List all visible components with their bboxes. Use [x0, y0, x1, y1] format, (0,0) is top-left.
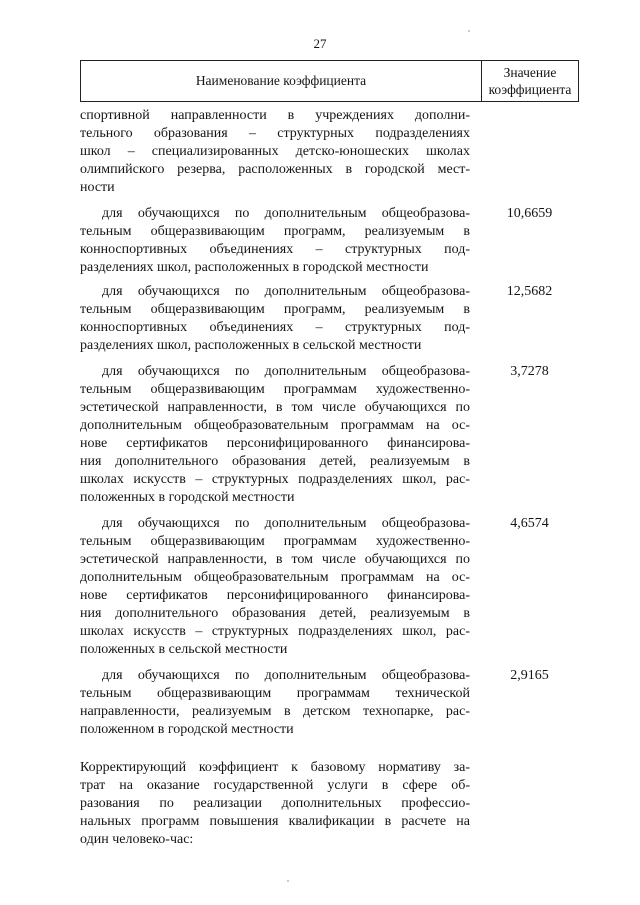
continuation-line: ности	[80, 180, 115, 195]
header-value-line-1: Значение	[503, 65, 557, 80]
row-text-line: тельным общеразвивающим программам художественно-	[80, 534, 470, 549]
closing-line: нальных программ повышения квалификации в расчете на	[80, 814, 470, 829]
scan-speck	[468, 30, 470, 32]
continuation-line: олимпийского резерва, расположенных в городской мест-	[80, 162, 470, 177]
row-text-line: школах искусств – структурных подразделениях школ, рас-	[80, 624, 470, 639]
row-text-line: нове сертификатов персонифицированного финансирова-	[80, 436, 470, 451]
header-value-column	[482, 61, 578, 101]
scan-speck	[287, 880, 289, 882]
row-text-line: эстетической направленности, в том числе обучающихся по	[80, 400, 470, 415]
row-text-line: тельным общеразвивающим программам технической	[80, 686, 470, 701]
row-text-line: конноспортивных объединениях – структурных под-	[80, 320, 470, 335]
coefficient-value: 3,7278	[510, 364, 549, 379]
coefficient-value: 2,9165	[510, 668, 549, 683]
coefficient-value: 4,6574	[510, 516, 549, 531]
row-text-line: разделениях школ, расположенных в городской местности	[80, 260, 429, 275]
page-number: 27	[313, 36, 327, 51]
row-text-line: ния дополнительного образования детей, реализуемым в	[80, 606, 470, 621]
closing-line: Корректирующий коэффициент к базовому нормативу за-	[80, 760, 470, 775]
closing-line: трат на оказание государственной услуги в сфере об-	[80, 778, 470, 793]
row-text-line: для обучающихся по дополнительным общеобразова-	[102, 516, 470, 531]
row-text-line: тельным общеразвивающим программ, реализуемым в	[80, 302, 470, 317]
row-text-line: конноспортивных объединениях – структурных под-	[80, 242, 470, 257]
row-text-line: нове сертификатов персонифицированного финансирова-	[80, 588, 470, 603]
row-text-line: для обучающихся по дополнительным общеобразова-	[102, 284, 470, 299]
row-text-line: школах искусств – структурных подразделениях школ, рас-	[80, 472, 470, 487]
header-value-line-2: коэффициента	[488, 82, 572, 97]
row-text-line: тельным общеразвивающим программам художественно-	[80, 382, 470, 397]
coefficient-value: 12,5682	[506, 284, 553, 299]
row-text-line: положенных в сельской местности	[80, 642, 288, 657]
table-header	[80, 60, 579, 102]
coefficient-value: 10,6659	[506, 206, 553, 221]
row-text-line: направленности, реализуемым в детском технопарке, рас-	[80, 704, 470, 719]
closing-line: разования по реализации дополнительных профессио-	[80, 796, 470, 811]
row-text-line: тельным общеразвивающим программ, реализуемым в	[80, 224, 470, 239]
closing-line: один человеко-час:	[80, 832, 194, 847]
row-text-line: эстетической направленности, в том числе обучающихся по	[80, 552, 470, 567]
row-text-line: дополнительным общеобразовательным программам на ос-	[80, 570, 470, 585]
continuation-line: школ – специализированных детско-юношеских школах	[80, 144, 470, 159]
row-text-line: положенных в городской местности	[80, 490, 295, 505]
row-text-line: дополнительным общеобразовательным программам на ос-	[80, 418, 470, 433]
row-text-line: для обучающихся по дополнительным общеобразова-	[102, 206, 470, 221]
row-text-line: разделениях школ, расположенных в сельской местности	[80, 338, 422, 353]
row-text-line: для обучающихся по дополнительным общеобразова-	[102, 668, 470, 683]
continuation-line: тельного образования – структурных подразделениях	[80, 126, 470, 141]
row-text-line: ния дополнительного образования детей, реализуемым в	[80, 454, 470, 469]
row-text-line: для обучающихся по дополнительным общеобразова-	[102, 364, 470, 379]
header-name-column: Наименование коэффициента	[81, 61, 482, 101]
continuation-line: спортивной направленности в учреждениях дополни-	[80, 108, 470, 123]
row-text-line: положенном в городской местности	[80, 722, 294, 737]
